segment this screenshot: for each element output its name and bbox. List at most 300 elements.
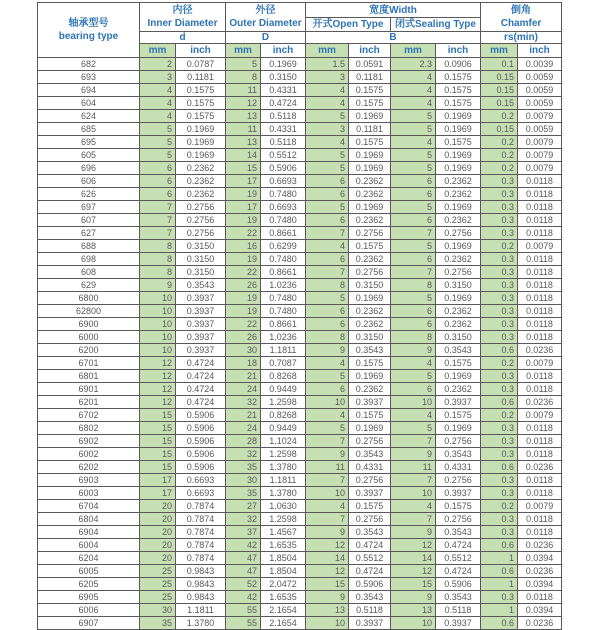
inch-value-cell: 0.7874: [176, 552, 226, 565]
inch-value-cell: 0.1181: [349, 123, 391, 136]
mm-value-cell: 0.15: [481, 71, 518, 84]
inch-value-cell: 0.2756: [349, 266, 391, 279]
mm-value-cell: 4: [391, 136, 436, 149]
inch-value-cell: 0.2756: [349, 227, 391, 240]
inch-value-cell: 0.7874: [176, 500, 226, 513]
mm-value-cell: 15: [391, 578, 436, 591]
mm-value-cell: 5: [306, 422, 349, 435]
mm-value-cell: 26: [226, 331, 261, 344]
inch-value-cell: 0.5906: [436, 578, 481, 591]
table-row: [38, 539, 562, 552]
mm-value-cell: 4: [140, 110, 176, 123]
inch-value-cell: 0.2756: [349, 435, 391, 448]
bearing-type-cell: 6901: [38, 383, 140, 396]
inch-value-cell: 0.1969: [436, 110, 481, 123]
unit-inch-outer: inch: [261, 44, 306, 58]
mm-value-cell: 0.6: [481, 396, 518, 409]
mm-value-cell: 0.1: [481, 58, 518, 71]
inch-value-cell: 0.1575: [436, 97, 481, 110]
inch-value-cell: 0.3150: [349, 331, 391, 344]
mm-value-cell: 0.3: [481, 448, 518, 461]
inch-value-cell: 0.1969: [349, 422, 391, 435]
inch-value-cell: 1.2598: [261, 396, 306, 409]
inch-value-cell: 0.4724: [349, 539, 391, 552]
inch-value-cell: 0.2756: [176, 227, 226, 240]
unit-inch-open: inch: [349, 44, 391, 58]
mm-value-cell: 1: [481, 604, 518, 617]
mm-value-cell: 0.3: [481, 253, 518, 266]
inch-value-cell: 0.0394: [518, 604, 562, 617]
mm-value-cell: 4: [391, 409, 436, 422]
inch-value-cell: 0.5512: [436, 552, 481, 565]
inch-value-cell: 0.8661: [261, 318, 306, 331]
inch-value-cell: 0.9843: [176, 578, 226, 591]
mm-value-cell: 12: [391, 565, 436, 578]
inch-value-cell: 0.8661: [261, 227, 306, 240]
mm-value-cell: 1.5: [306, 58, 349, 71]
table-row: [38, 422, 562, 435]
inch-value-cell: 1.1811: [176, 604, 226, 617]
inch-value-cell: 0.0236: [518, 461, 562, 474]
inch-value-cell: 0.0079: [518, 162, 562, 175]
inch-value-cell: 0.3937: [176, 292, 226, 305]
mm-value-cell: 4: [140, 97, 176, 110]
header-symbol-rs-min: rs(min): [481, 32, 562, 44]
inch-value-cell: 0.0079: [518, 500, 562, 513]
bearing-type-cell: 6205: [38, 578, 140, 591]
mm-value-cell: 15: [306, 578, 349, 591]
inch-value-cell: 0.0118: [518, 227, 562, 240]
mm-value-cell: 0.3: [481, 331, 518, 344]
mm-value-cell: 17: [226, 201, 261, 214]
table-row: [38, 331, 562, 344]
inch-value-cell: 1.1811: [261, 344, 306, 357]
inch-value-cell: 0.7480: [261, 305, 306, 318]
mm-value-cell: 6: [391, 318, 436, 331]
bearing-type-cell: 608: [38, 266, 140, 279]
mm-value-cell: 7: [306, 474, 349, 487]
inch-value-cell: 0.2756: [176, 201, 226, 214]
mm-value-cell: 32: [226, 513, 261, 526]
bearing-type-cell: 6002: [38, 448, 140, 461]
mm-value-cell: 7: [306, 435, 349, 448]
mm-value-cell: 0.6: [481, 565, 518, 578]
inch-value-cell: 0.4724: [176, 357, 226, 370]
mm-value-cell: 37: [226, 526, 261, 539]
mm-value-cell: 6: [391, 383, 436, 396]
table-row: [38, 188, 562, 201]
unit-mm-open: mm: [306, 44, 349, 58]
table-row: [38, 344, 562, 357]
header-symbol-d: d: [140, 32, 226, 44]
mm-value-cell: 0.15: [481, 123, 518, 136]
inch-value-cell: 0.2362: [436, 318, 481, 331]
inch-value-cell: 0.5512: [261, 149, 306, 162]
mm-value-cell: 4: [306, 357, 349, 370]
inch-value-cell: 0.0118: [518, 266, 562, 279]
inch-value-cell: 0.2362: [349, 188, 391, 201]
table-row: [38, 123, 562, 136]
inch-value-cell: 0.0079: [518, 149, 562, 162]
inch-value-cell: 1.2598: [261, 513, 306, 526]
inch-value-cell: 0.3937: [349, 617, 391, 630]
mm-value-cell: 15: [140, 448, 176, 461]
inch-value-cell: 0.0787: [176, 58, 226, 71]
inch-value-cell: 1.0630: [261, 500, 306, 513]
inch-value-cell: 0.1575: [349, 97, 391, 110]
bearing-type-cell: 6201: [38, 396, 140, 409]
mm-value-cell: 9: [306, 448, 349, 461]
inch-value-cell: 1.1811: [261, 474, 306, 487]
mm-value-cell: 4: [306, 97, 349, 110]
table-row: [38, 370, 562, 383]
table-row: [38, 240, 562, 253]
inch-value-cell: 1.3780: [176, 617, 226, 630]
mm-value-cell: 5: [391, 370, 436, 383]
inch-value-cell: 0.0059: [518, 97, 562, 110]
inch-value-cell: 0.2362: [436, 253, 481, 266]
inch-value-cell: 0.0236: [518, 344, 562, 357]
mm-value-cell: 47: [226, 565, 261, 578]
mm-value-cell: 10: [306, 396, 349, 409]
mm-value-cell: 6: [391, 214, 436, 227]
inch-value-cell: 0.2362: [436, 305, 481, 318]
inch-value-cell: 0.0236: [518, 396, 562, 409]
header-bearing-type-en: bearing type: [58, 31, 119, 42]
mm-value-cell: 15: [140, 422, 176, 435]
mm-value-cell: 6: [391, 305, 436, 318]
inch-value-cell: 0.2756: [436, 474, 481, 487]
mm-value-cell: 4: [306, 500, 349, 513]
mm-value-cell: 10: [391, 396, 436, 409]
inch-value-cell: 0.1969: [349, 162, 391, 175]
inch-value-cell: 0.3543: [349, 448, 391, 461]
table-row: [38, 84, 562, 97]
inch-value-cell: 0.3937: [436, 617, 481, 630]
table-row: [38, 500, 562, 513]
inch-value-cell: 0.5118: [436, 604, 481, 617]
mm-value-cell: 35: [226, 487, 261, 500]
mm-value-cell: 4: [391, 500, 436, 513]
inch-value-cell: 0.4724: [436, 565, 481, 578]
mm-value-cell: 19: [226, 292, 261, 305]
inch-value-cell: 0.1575: [176, 110, 226, 123]
bearing-type-cell: 6905: [38, 591, 140, 604]
inch-value-cell: 0.4724: [176, 396, 226, 409]
mm-value-cell: 3: [140, 71, 176, 84]
mm-value-cell: 17: [140, 487, 176, 500]
table-row: [38, 565, 562, 578]
bearing-type-cell: 6801: [38, 370, 140, 383]
mm-value-cell: 0.2: [481, 357, 518, 370]
inch-value-cell: 0.9843: [176, 591, 226, 604]
bearing-type-cell: 626: [38, 188, 140, 201]
table-row: [38, 578, 562, 591]
inch-value-cell: 0.0236: [518, 565, 562, 578]
inch-value-cell: 0.6693: [176, 487, 226, 500]
mm-value-cell: 0.2: [481, 149, 518, 162]
inch-value-cell: 1.2598: [261, 448, 306, 461]
header-sealing-type: 闭式Sealing Type: [391, 18, 481, 32]
mm-value-cell: 0.6: [481, 539, 518, 552]
mm-value-cell: 21: [226, 409, 261, 422]
inch-value-cell: 1.3780: [261, 461, 306, 474]
inch-value-cell: 0.0118: [518, 591, 562, 604]
table-row: [38, 136, 562, 149]
inch-value-cell: 0.0079: [518, 409, 562, 422]
mm-value-cell: 22: [226, 227, 261, 240]
inch-value-cell: 0.1969: [436, 123, 481, 136]
mm-value-cell: 3: [306, 71, 349, 84]
mm-value-cell: 3: [306, 123, 349, 136]
inch-value-cell: 0.1969: [349, 292, 391, 305]
mm-value-cell: 0.2: [481, 110, 518, 123]
mm-value-cell: 4: [140, 84, 176, 97]
table-row: [38, 461, 562, 474]
mm-value-cell: 0.3: [481, 305, 518, 318]
table-row: [38, 604, 562, 617]
mm-value-cell: 9: [391, 526, 436, 539]
mm-value-cell: 11: [226, 84, 261, 97]
mm-value-cell: 12: [140, 383, 176, 396]
bearing-type-cell: 6802: [38, 422, 140, 435]
mm-value-cell: 24: [226, 422, 261, 435]
mm-value-cell: 4: [391, 84, 436, 97]
mm-value-cell: 7: [140, 227, 176, 240]
mm-value-cell: 12: [140, 370, 176, 383]
inch-value-cell: 0.4724: [436, 539, 481, 552]
mm-value-cell: 26: [226, 279, 261, 292]
mm-value-cell: 10: [306, 487, 349, 500]
inch-value-cell: 0.5906: [349, 578, 391, 591]
mm-value-cell: 42: [226, 591, 261, 604]
bearing-type-cell: 6202: [38, 461, 140, 474]
mm-value-cell: 32: [226, 448, 261, 461]
inch-value-cell: 0.0059: [518, 71, 562, 84]
inch-value-cell: 0.5118: [349, 604, 391, 617]
inch-value-cell: 0.1575: [436, 500, 481, 513]
inch-value-cell: 0.0591: [349, 58, 391, 71]
mm-value-cell: 0.2: [481, 162, 518, 175]
inch-value-cell: 0.8268: [261, 370, 306, 383]
mm-value-cell: 0.3: [481, 318, 518, 331]
inch-value-cell: 0.0236: [518, 539, 562, 552]
inch-value-cell: 0.3937: [436, 396, 481, 409]
inch-value-cell: 0.1969: [176, 149, 226, 162]
table-row: [38, 305, 562, 318]
inch-value-cell: 0.2756: [436, 513, 481, 526]
inch-value-cell: 0.9843: [176, 565, 226, 578]
header-outer-diameter-zh: 外径: [255, 5, 276, 16]
header-outer-diameter-en: Outer Diameter: [229, 18, 302, 29]
bearing-type-cell: 6804: [38, 513, 140, 526]
inch-value-cell: 2.1654: [261, 604, 306, 617]
mm-value-cell: 5: [391, 240, 436, 253]
inch-value-cell: 1.0236: [261, 279, 306, 292]
mm-value-cell: 19: [226, 305, 261, 318]
bearing-type-cell: 629: [38, 279, 140, 292]
mm-value-cell: 24: [226, 383, 261, 396]
inch-value-cell: 0.3543: [436, 344, 481, 357]
bearing-type-cell: 606: [38, 175, 140, 188]
inch-value-cell: 1.3780: [261, 487, 306, 500]
inch-value-cell: 0.1969: [436, 201, 481, 214]
inch-value-cell: 0.0118: [518, 188, 562, 201]
inch-value-cell: 0.4724: [349, 565, 391, 578]
inch-value-cell: 0.1575: [176, 84, 226, 97]
inch-value-cell: 0.1575: [349, 136, 391, 149]
inch-value-cell: 0.1969: [176, 136, 226, 149]
mm-value-cell: 0.3: [481, 214, 518, 227]
mm-value-cell: 2: [140, 58, 176, 71]
mm-value-cell: 5: [140, 149, 176, 162]
inch-value-cell: 0.5906: [176, 422, 226, 435]
inch-value-cell: 0.4331: [349, 461, 391, 474]
mm-value-cell: 0.3: [481, 513, 518, 526]
header-chamfer-zh: 倒角: [511, 5, 531, 16]
unit-inch-inner: inch: [176, 44, 226, 58]
table-row: [38, 71, 562, 84]
inch-value-cell: 0.1575: [349, 500, 391, 513]
bearing-type-cell: 682: [38, 58, 140, 71]
mm-value-cell: 8: [306, 331, 349, 344]
mm-value-cell: 35: [226, 461, 261, 474]
mm-value-cell: 19: [226, 214, 261, 227]
mm-value-cell: 13: [226, 110, 261, 123]
inch-value-cell: 0.3937: [349, 487, 391, 500]
mm-value-cell: 0.2: [481, 136, 518, 149]
inch-value-cell: 0.1575: [349, 84, 391, 97]
mm-value-cell: 1: [481, 552, 518, 565]
inch-value-cell: 0.2756: [436, 266, 481, 279]
mm-value-cell: 15: [140, 461, 176, 474]
bearing-type-cell: 604: [38, 97, 140, 110]
inch-value-cell: 0.1969: [436, 149, 481, 162]
table-row: [38, 513, 562, 526]
mm-value-cell: 0.2: [481, 409, 518, 422]
mm-value-cell: 10: [391, 617, 436, 630]
inch-value-cell: 0.0118: [518, 175, 562, 188]
mm-value-cell: 9: [391, 344, 436, 357]
inch-value-cell: 0.2362: [176, 162, 226, 175]
mm-value-cell: 55: [226, 604, 261, 617]
mm-value-cell: 12: [140, 396, 176, 409]
inch-value-cell: 0.4724: [176, 383, 226, 396]
mm-value-cell: 5: [306, 110, 349, 123]
inch-value-cell: 0.1969: [176, 123, 226, 136]
header-bearing-type-zh: 轴承型号: [68, 18, 109, 29]
mm-value-cell: 10: [140, 292, 176, 305]
mm-value-cell: 4: [306, 84, 349, 97]
mm-value-cell: 20: [140, 526, 176, 539]
bearing-type-cell: 62800: [38, 305, 140, 318]
inch-value-cell: 2.1654: [261, 617, 306, 630]
mm-value-cell: 9: [306, 526, 349, 539]
mm-value-cell: 52: [226, 578, 261, 591]
mm-value-cell: 30: [226, 474, 261, 487]
mm-value-cell: 0.3: [481, 292, 518, 305]
inch-value-cell: 0.2756: [349, 513, 391, 526]
mm-value-cell: 12: [140, 357, 176, 370]
inch-value-cell: 0.6693: [261, 175, 306, 188]
inch-value-cell: 0.2362: [349, 318, 391, 331]
mm-value-cell: 0.3: [481, 435, 518, 448]
inch-value-cell: 1.4567: [261, 526, 306, 539]
table-row: [38, 318, 562, 331]
mm-value-cell: 15: [226, 162, 261, 175]
mm-value-cell: 0.3: [481, 370, 518, 383]
inch-value-cell: 0.5906: [176, 448, 226, 461]
table-row: [38, 175, 562, 188]
inch-value-cell: 0.3543: [349, 344, 391, 357]
bearing-type-cell: 6006: [38, 604, 140, 617]
inch-value-cell: 0.0118: [518, 305, 562, 318]
mm-value-cell: 15: [140, 409, 176, 422]
inch-value-cell: 0.0079: [518, 136, 562, 149]
inch-value-cell: 0.2362: [349, 383, 391, 396]
mm-value-cell: 5: [391, 149, 436, 162]
mm-value-cell: 4: [391, 97, 436, 110]
table-row: [38, 266, 562, 279]
inch-value-cell: 0.1575: [436, 357, 481, 370]
table-row: [38, 292, 562, 305]
bearing-type-cell: 6200: [38, 344, 140, 357]
inch-value-cell: 0.7874: [176, 539, 226, 552]
mm-value-cell: 6: [306, 383, 349, 396]
mm-value-cell: 5: [391, 422, 436, 435]
bearing-type-cell: 6902: [38, 435, 140, 448]
table-row: [38, 409, 562, 422]
mm-value-cell: 35: [140, 617, 176, 630]
mm-value-cell: 20: [140, 539, 176, 552]
unit-mm-outer: mm: [226, 44, 261, 58]
table-header: [38, 3, 562, 58]
mm-value-cell: 22: [226, 266, 261, 279]
inch-value-cell: 0.0118: [518, 201, 562, 214]
mm-value-cell: 8: [226, 71, 261, 84]
mm-value-cell: 5: [391, 292, 436, 305]
bearing-type-cell: 627: [38, 227, 140, 240]
inch-value-cell: 0.3543: [176, 279, 226, 292]
mm-value-cell: 5: [140, 136, 176, 149]
inch-value-cell: 0.0118: [518, 487, 562, 500]
unit-inch-sealing: inch: [436, 44, 481, 58]
inch-value-cell: 0.3150: [436, 331, 481, 344]
header-inner-diameter-en: Inner Diameter: [147, 18, 218, 29]
table-row: [38, 383, 562, 396]
inch-value-cell: 0.0906: [436, 58, 481, 71]
inch-value-cell: 0.0118: [518, 448, 562, 461]
table-row: [38, 279, 562, 292]
header-open-type: 开式Open Type: [306, 18, 391, 32]
mm-value-cell: 11: [391, 461, 436, 474]
mm-value-cell: 7: [306, 227, 349, 240]
mm-value-cell: 7: [140, 201, 176, 214]
table-row: [38, 357, 562, 370]
mm-value-cell: 42: [226, 539, 261, 552]
mm-value-cell: 4: [306, 409, 349, 422]
unit-mm-chamfer: mm: [481, 44, 518, 58]
inch-value-cell: 0.2362: [176, 188, 226, 201]
table-row: [38, 58, 562, 71]
inch-value-cell: 0.3150: [176, 266, 226, 279]
inch-value-cell: 0.2362: [349, 175, 391, 188]
mm-value-cell: 9: [391, 448, 436, 461]
inch-value-cell: 0.2756: [349, 474, 391, 487]
mm-value-cell: 0.3: [481, 591, 518, 604]
table-body: [38, 58, 562, 630]
inch-value-cell: 0.4724: [176, 370, 226, 383]
